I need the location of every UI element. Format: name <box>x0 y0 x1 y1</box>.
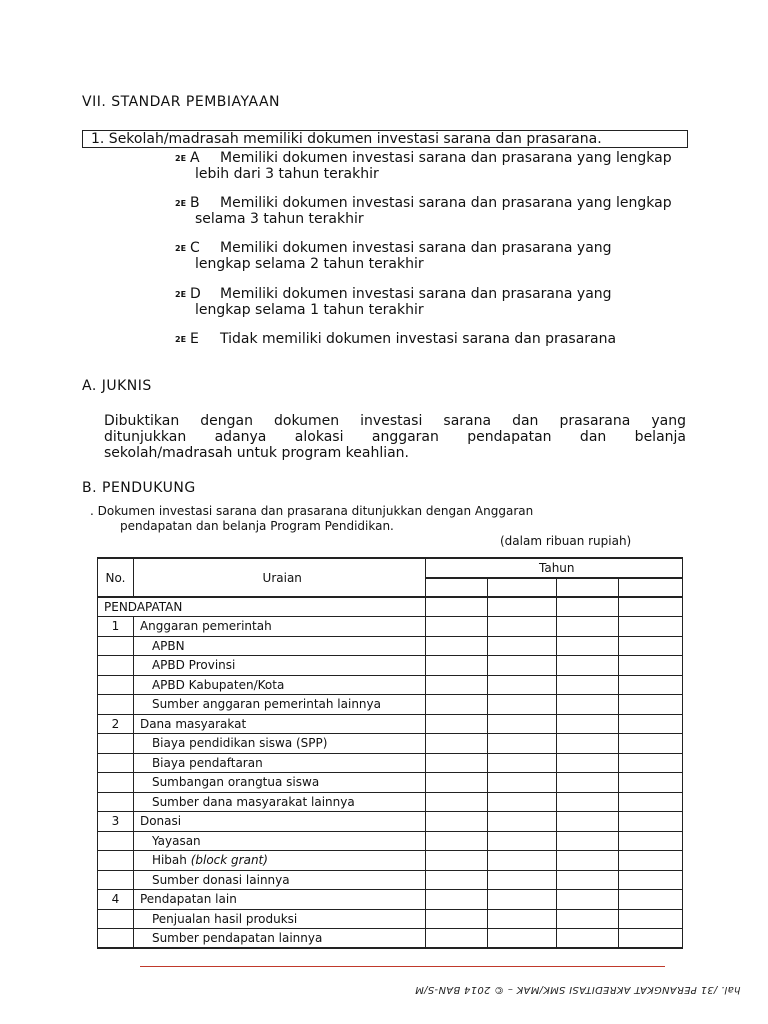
value-cell <box>488 656 557 676</box>
value-cell <box>619 597 683 617</box>
header-no: No. <box>98 558 134 597</box>
value-cell <box>488 597 557 617</box>
table-row <box>98 773 683 793</box>
value-cell <box>557 870 619 890</box>
juknis-line: ditunjukkan adanya alokasi anggaran pendapatan dan belanja <box>104 429 686 445</box>
value-cell <box>488 617 557 637</box>
value-cell <box>425 695 488 715</box>
currency-unit: (dalam ribuan rupiah) <box>500 534 632 548</box>
value-cell <box>425 909 488 929</box>
row-number <box>98 695 134 715</box>
row-label: APBN <box>133 636 425 656</box>
value-cell <box>619 734 683 754</box>
value-cell <box>619 890 683 910</box>
year-cell <box>557 578 619 598</box>
value-cell <box>619 714 683 734</box>
value-cell <box>557 714 619 734</box>
value-cell <box>557 851 619 871</box>
table-row <box>98 929 683 949</box>
value-cell <box>557 929 619 949</box>
row-number: 3 <box>98 812 134 832</box>
table-row <box>98 831 683 851</box>
row-number <box>98 851 134 871</box>
row-number <box>98 929 134 949</box>
option-text-continued: selama 3 tahun terakhir <box>195 211 364 227</box>
value-cell <box>619 792 683 812</box>
value-cell <box>557 597 619 617</box>
row-label: Anggaran pemerintah <box>133 617 425 637</box>
pendukung-note-line1: . Dokumen investasi sarana dan prasarana ditunjukkan dengan Anggaran <box>90 504 534 518</box>
value-cell <box>425 636 488 656</box>
value-cell <box>619 851 683 871</box>
juknis-line: Dibuktikan dengan dokumen investasi sarana dan prasarana yang <box>104 413 686 429</box>
row-label-italic: (block grant) <box>186 853 268 868</box>
value-cell <box>488 695 557 715</box>
row-number: 4 <box>98 890 134 910</box>
value-cell <box>425 714 488 734</box>
row-label: Biaya pendidikan siswa (SPP) <box>133 734 425 754</box>
value-cell <box>488 636 557 656</box>
row-label: Sumber anggaran pemerintah lainnya <box>133 695 425 715</box>
value-cell <box>619 695 683 715</box>
value-cell <box>488 675 557 695</box>
option-text: Memiliki dokumen investasi sarana dan prasarana yang <box>220 240 612 256</box>
section-title: VII. STANDAR PEMBIAYAAN <box>82 94 280 110</box>
value-cell <box>425 870 488 890</box>
value-cell <box>425 812 488 832</box>
row-number <box>98 753 134 773</box>
table-row <box>98 656 683 676</box>
row-label: Penjualan hasil produksi <box>133 909 425 929</box>
value-cell <box>619 831 683 851</box>
value-cell <box>557 695 619 715</box>
section-row-pendapatan: PENDAPATAN <box>98 597 426 617</box>
row-label: Hibah (block grant) <box>133 851 425 871</box>
value-cell <box>425 890 488 910</box>
table-row <box>98 734 683 754</box>
value-cell <box>488 890 557 910</box>
value-cell <box>557 890 619 910</box>
option-marker-icon: 2E <box>175 334 187 344</box>
value-cell <box>619 909 683 929</box>
value-cell <box>425 675 488 695</box>
table-row <box>98 753 683 773</box>
value-cell <box>619 929 683 949</box>
option-letter: B <box>190 195 200 211</box>
value-cell <box>557 773 619 793</box>
value-cell <box>619 675 683 695</box>
value-cell <box>425 831 488 851</box>
budget-table <box>97 557 683 949</box>
value-cell <box>488 753 557 773</box>
value-cell <box>488 714 557 734</box>
row-number <box>98 734 134 754</box>
table-row <box>98 792 683 812</box>
option-text: Memiliki dokumen investasi sarana dan prasarana yang lengkap <box>220 150 672 166</box>
year-cell <box>488 578 557 598</box>
value-cell <box>488 909 557 929</box>
value-cell <box>488 870 557 890</box>
value-cell <box>619 656 683 676</box>
value-cell <box>425 597 488 617</box>
option-letter: D <box>190 286 201 302</box>
value-cell <box>557 831 619 851</box>
row-number: 1 <box>98 617 134 637</box>
value-cell <box>557 812 619 832</box>
row-label: Sumber donasi lainnya <box>133 870 425 890</box>
row-label: APBD Provinsi <box>133 656 425 676</box>
value-cell <box>619 773 683 793</box>
pendukung-note-line2: pendapatan dan belanja Program Pendidikan. <box>120 519 394 533</box>
juknis-line: sekolah/madrasah untuk program keahlian. <box>104 445 410 461</box>
option-e <box>175 331 675 347</box>
value-cell <box>557 617 619 637</box>
value-cell <box>425 656 488 676</box>
value-cell <box>619 617 683 637</box>
option-text: Memiliki dokumen investasi sarana dan prasarana yang <box>220 286 612 302</box>
row-number <box>98 792 134 812</box>
juknis-title: A. JUKNIS <box>82 378 152 394</box>
table-row <box>98 870 683 890</box>
red-underline <box>140 966 665 967</box>
row-number <box>98 773 134 793</box>
row-number <box>98 675 134 695</box>
value-cell <box>488 929 557 949</box>
row-label: Sumber dana masyarakat lainnya <box>133 792 425 812</box>
option-text-continued: lengkap selama 1 tahun terakhir <box>195 302 424 318</box>
table-row <box>98 909 683 929</box>
option-letter: E <box>190 331 199 347</box>
option-text: Tidak memiliki dokumen investasi sarana dan prasarana <box>220 331 617 347</box>
row-label: Donasi <box>133 812 425 832</box>
option-b <box>175 195 675 227</box>
page-footer: hal. /31 PERANGKAT AKREDITASI SMK/MAK – © 2014 BAN-S/M <box>414 984 740 995</box>
row-number: 2 <box>98 714 134 734</box>
value-cell <box>425 617 488 637</box>
option-text-continued: lebih dari 3 tahun terakhir <box>195 166 379 182</box>
option-letter: C <box>190 240 200 256</box>
table-row <box>98 714 683 734</box>
pendukung-title: B. PENDUKUNG <box>82 480 196 496</box>
value-cell <box>619 753 683 773</box>
row-number <box>98 909 134 929</box>
header-tahun: Tahun <box>425 558 682 578</box>
row-label: Dana masyarakat <box>133 714 425 734</box>
value-cell <box>488 831 557 851</box>
value-cell <box>557 734 619 754</box>
value-cell <box>557 792 619 812</box>
row-label: Biaya pendaftaran <box>133 753 425 773</box>
option-text-continued: lengkap selama 2 tahun terakhir <box>195 256 424 272</box>
option-marker-icon: 2E <box>175 153 187 163</box>
table-row <box>98 617 683 637</box>
row-number <box>98 656 134 676</box>
table-row <box>98 890 683 910</box>
option-a <box>175 150 675 182</box>
value-cell <box>425 734 488 754</box>
row-label: Sumbangan orangtua siswa <box>133 773 425 793</box>
table-row <box>98 695 683 715</box>
row-label: Pendapatan lain <box>133 890 425 910</box>
value-cell <box>557 675 619 695</box>
value-cell <box>425 773 488 793</box>
value-cell <box>488 734 557 754</box>
table-row <box>98 675 683 695</box>
value-cell <box>488 812 557 832</box>
option-marker-icon: 2E <box>175 243 187 253</box>
value-cell <box>619 812 683 832</box>
option-c <box>175 240 675 272</box>
value-cell <box>488 773 557 793</box>
header-uraian: Uraian <box>133 558 425 597</box>
value-cell <box>425 929 488 949</box>
value-cell <box>619 636 683 656</box>
value-cell <box>557 656 619 676</box>
value-cell <box>425 753 488 773</box>
option-letter: A <box>190 150 200 166</box>
row-number <box>98 636 134 656</box>
row-number <box>98 870 134 890</box>
year-cell <box>425 578 488 598</box>
row-number <box>98 831 134 851</box>
option-d <box>175 286 675 318</box>
table-row <box>98 851 683 871</box>
value-cell <box>557 636 619 656</box>
question-box: 1. Sekolah/madrasah memiliki dokumen investasi sarana dan prasarana. <box>82 130 688 148</box>
value-cell <box>557 909 619 929</box>
value-cell <box>488 851 557 871</box>
row-label: Yayasan <box>133 831 425 851</box>
juknis-paragraph <box>104 413 686 461</box>
option-marker-icon: 2E <box>175 289 187 299</box>
row-label: Sumber pendapatan lainnya <box>133 929 425 949</box>
value-cell <box>619 870 683 890</box>
value-cell <box>557 753 619 773</box>
value-cell <box>488 792 557 812</box>
row-label: APBD Kabupaten/Kota <box>133 675 425 695</box>
table-row <box>98 812 683 832</box>
option-marker-icon: 2E <box>175 198 187 208</box>
table-row <box>98 636 683 656</box>
value-cell <box>425 792 488 812</box>
option-text: Memiliki dokumen investasi sarana dan prasarana yang lengkap <box>220 195 672 211</box>
year-cell <box>619 578 683 598</box>
value-cell <box>425 851 488 871</box>
